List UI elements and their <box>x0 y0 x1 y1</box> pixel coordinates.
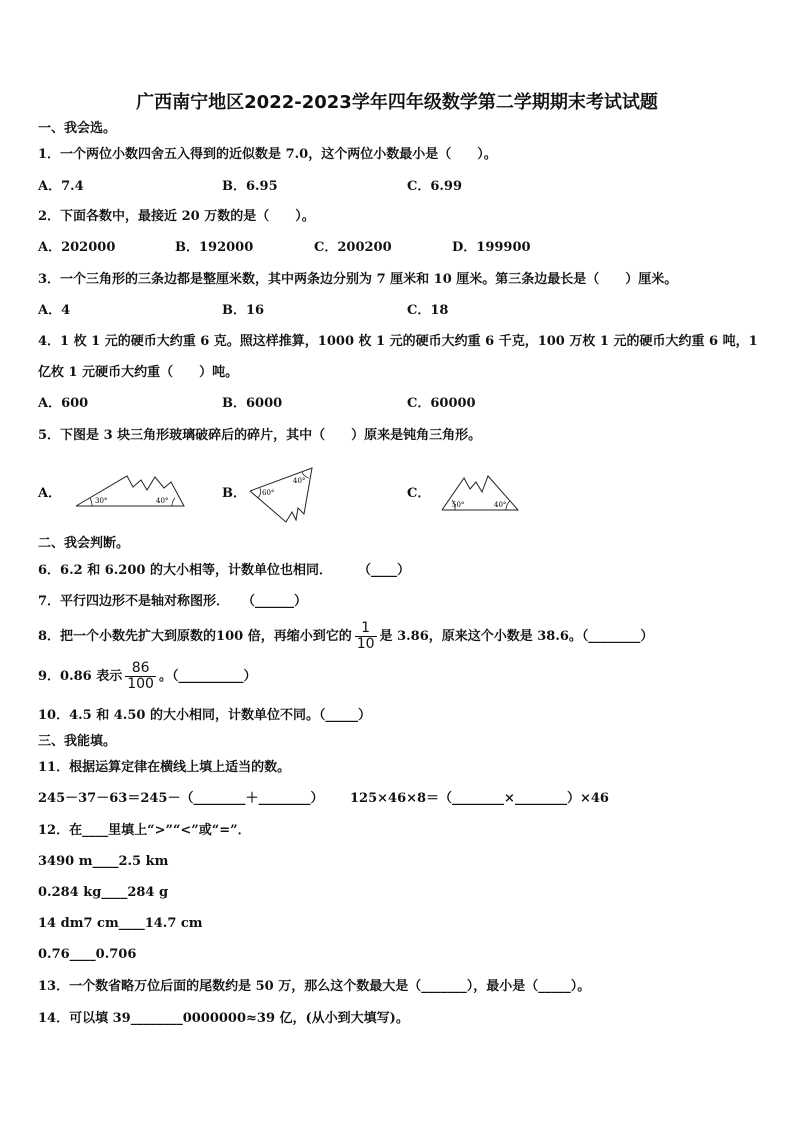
angle-label-b-1: 60° <box>262 489 275 497</box>
angle-label-a-2: 40° <box>156 497 169 505</box>
q4-option-c: C．60000 <box>407 396 476 411</box>
q5-option-b-label: B． <box>222 486 246 501</box>
q5-figure-b <box>246 464 318 526</box>
q12-row-4: 0.76____0.706 <box>38 947 137 962</box>
q9-text-before: 9．0.86 表示 <box>38 669 123 684</box>
q8-denominator: 10 <box>356 636 375 652</box>
q9-numerator: 86 <box>125 661 156 677</box>
q1-option-c: C．6.99 <box>407 179 463 194</box>
q2-option-b: B．192000 <box>175 240 254 255</box>
q4-option-a: A．600 <box>38 396 89 411</box>
q3-option-b: B．16 <box>222 303 265 318</box>
angle-label-c-2: 40° <box>494 501 507 509</box>
question-14: 14．可以填 39________0000000≈39 亿，(从小到大填写)。 <box>38 1011 409 1026</box>
q2-option-a: A．202000 <box>38 240 116 255</box>
q12-row-1: 3490 m____2.5 km <box>38 854 169 869</box>
q12-row-2: 0.284 kg____284 g <box>38 885 169 900</box>
q1-option-a: A．7.4 <box>38 179 84 194</box>
q9-denominator: 100 <box>127 676 154 692</box>
question-9 <box>38 660 256 694</box>
angle-label-b-2: 40° <box>293 477 306 485</box>
question-2: 2．下面各数中，最接近 20 万数的是（ ）。 <box>38 209 315 224</box>
q5-figure-c <box>438 468 522 516</box>
q8-numerator: 1 <box>355 621 377 637</box>
q5-option-a-label: A． <box>38 486 62 501</box>
question-5: 5．下图是 3 块三角形玻璃破碎后的碎片，其中（ ）原来是钝角三角形。 <box>38 428 482 443</box>
q3-option-a: A．4 <box>38 303 71 318</box>
q5-figure-a <box>72 468 188 510</box>
question-7: 7．平行四边形不是轴对称图形． （______） <box>38 594 308 609</box>
section-3-heading: 三、我能填。 <box>38 734 117 749</box>
section-1-heading: 一、我会选。 <box>38 121 117 136</box>
question-8 <box>38 620 653 654</box>
section-2-heading: 二、我会判断。 <box>38 536 130 551</box>
question-4-line-1: 4．1 枚 1 元的硬币大约重 6 克。照这样推算，1000 枚 1 元的硬币大约重 6 千克，100 万枚 1 元的硬币大约重 6 吨，1 <box>38 334 758 349</box>
angle-arc-b-left <box>258 488 261 498</box>
question-3: 3．一个三角形的三条边都是整厘米数，其中两条边分别为 7 厘米和 10 厘米。第三条边最长是（ ）厘米。 <box>38 272 678 287</box>
q9-text-after: 。（__________） <box>158 669 257 684</box>
q8-fraction <box>355 621 377 652</box>
question-11: 11．根据运算定律在横线上填上适当的数。 <box>38 760 291 775</box>
angle-label-c-1: 50° <box>452 501 465 509</box>
question-10: 10．4.5 和 4.50 的大小相同，计数单位不同。（_____） <box>38 708 371 723</box>
q2-option-d: D．199900 <box>452 240 531 255</box>
q1-option-b: B．6.95 <box>222 179 278 194</box>
q8-text-after: 是 3.86，原来这个小数是 38.6。（________） <box>379 629 654 644</box>
angle-arc-c-right <box>506 501 510 510</box>
angle-arc-a-left <box>90 498 92 506</box>
q3-option-c: C．18 <box>407 303 449 318</box>
question-1: 1．一个两位小数四舍五入得到的近似数是 7.0，这个两位小数最小是（ ）。 <box>38 147 497 162</box>
q12-row-3: 14 dm7 cm____14.7 cm <box>38 916 203 931</box>
page-title: 广西南宁地区2022-2023学年四年级数学第二学期期末考试试题 <box>136 92 658 113</box>
q11-expression-left: 245－37－63＝245－（________＋________） <box>38 791 324 806</box>
q4-option-b: B．6000 <box>222 396 283 411</box>
angle-arc-a-right <box>172 498 175 506</box>
angle-label-a-1: 30° <box>95 497 108 505</box>
q2-option-c: C．200200 <box>314 240 392 255</box>
q5-option-c-label: C． <box>407 486 431 501</box>
question-4-line-2: 亿枚 1 元硬币大约重（ ）吨。 <box>38 365 239 380</box>
q9-fraction <box>125 661 156 692</box>
q11-expression-right: 125×46×8＝（________×________）×46 <box>350 791 609 806</box>
q8-text-before: 8．把一个小数先扩大到原数的100 倍，再缩小到它的 <box>38 629 352 644</box>
question-12: 12．在____里填上“>”“<”或“=”． <box>38 823 251 838</box>
question-6: 6．6.2 和 6.200 的大小相等，计数单位也相同． （____） <box>38 563 410 578</box>
question-13: 13．一个数省略万位后面的尾数约是 50 万，那么这个数最大是（_______），最小是（_____）。 <box>38 979 591 994</box>
